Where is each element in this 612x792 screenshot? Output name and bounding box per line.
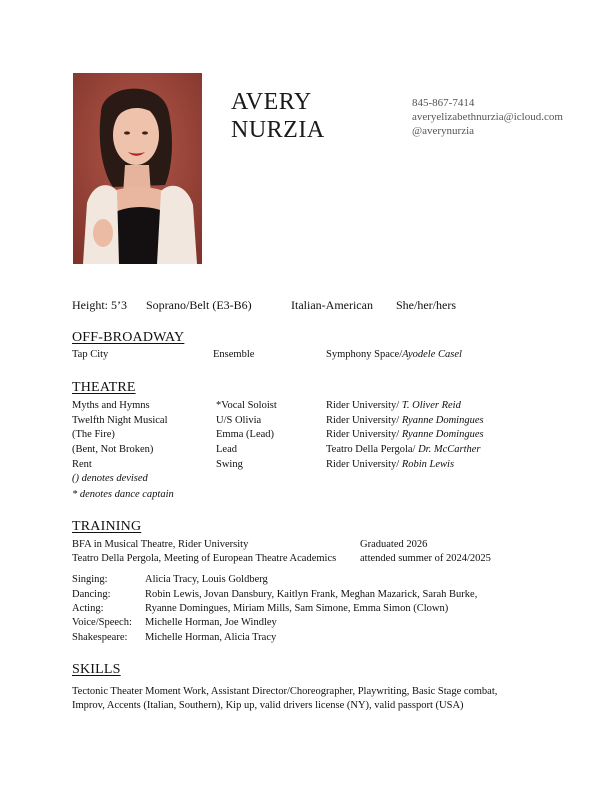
headshot-photo [73,73,202,264]
teacher-area: Acting: [72,603,104,614]
skills-line: Tectonic Theater Moment Work, Assistant Director/Choreographer, Playwriting, Basic Stage combat, [72,686,498,697]
credit-role: Emma (Lead) [216,429,275,440]
credit-role: *Vocal Soloist [216,400,277,411]
teacher-area: Shakespeare: [72,632,128,643]
teacher-names: Robin Lewis, Jovan Dansbury, Kaitlyn Frank, Meghan Mazarick, Sarah Burke, [145,589,478,600]
credit-venue: Rider University/ Ryanne Domingues [326,429,484,440]
credit-venue: Rider University/ Robin Lewis [326,459,455,470]
credit-show: (Bent, Not Broken) [72,444,154,455]
section-heading-theatre: THEATRE [72,380,136,395]
stat-height: Height: 5’3 [72,298,127,312]
credit-venue: Rider University/ Ryanne Domingues [326,415,484,426]
social-handle[interactable]: @averynurzia [412,125,475,137]
teacher-names: Alicia Tracy, Louis Goldberg [145,574,268,585]
section-heading-off-broadway: OFF-BROADWAY [72,330,185,345]
credit-role: Ensemble [213,349,255,360]
contact-info [412,96,563,138]
credit-role: Swing [216,459,243,470]
teacher-names: Michelle Horman, Alicia Tracy [145,632,277,643]
credit-venue: Teatro Della Pergola/ Dr. McCarther [326,444,481,455]
credit-venue: Symphony Space/Ayodele Casel [326,349,462,360]
credit-show: Myths and Hymns [72,400,150,411]
training-status: Graduated 2026 [360,539,428,550]
phone-number[interactable]: 845-867-7414 [412,97,475,109]
teacher-area: Dancing: [72,589,111,600]
note-devised: () denotes devised [72,473,148,484]
stat-voice: Soprano/Belt (E3-B6) [146,298,252,312]
credit-show: Twelfth Night Musical [72,415,168,426]
training-program: Teatro Della Pergola, Meeting of European Theatre Academics [72,553,337,564]
actor-name [231,88,325,144]
credit-show: (The Fire) [72,429,115,440]
teacher-area: Voice/Speech: [72,617,132,628]
teacher-names: Ryanne Domingues, Miriam Mills, Sam Simone, Emma Simon (Clown) [145,603,449,614]
email-address[interactable]: averyelizabethnurzia@icloud.com [412,111,563,123]
training-program: BFA in Musical Theatre, Rider University [72,539,249,550]
last-name: NURZIA [231,117,325,143]
teacher-names: Michelle Horman, Joe Windley [145,617,277,628]
section-heading-skills: SKILLS [72,662,121,677]
training-status: attended summer of 2024/2025 [360,553,491,564]
stat-ethnicity: Italian-American [291,298,373,312]
teacher-area: Singing: [72,574,108,585]
section-heading-training: TRAINING [72,519,142,534]
credit-role: Lead [216,444,237,455]
note-dance-captain: * denotes dance captain [72,489,174,500]
first-name: AVERY [231,89,312,115]
credit-venue: Rider University/ T. Oliver Reid [326,400,461,411]
credit-show: Rent [72,459,92,470]
credit-role: U/S Olivia [216,415,262,426]
credit-show: Tap City [72,349,109,360]
skills-line: Improv, Accents (Italian, Southern), Kip up, valid drivers license (NY), valid passport (USA) [72,700,464,711]
stat-pronouns: She/her/hers [396,298,456,312]
